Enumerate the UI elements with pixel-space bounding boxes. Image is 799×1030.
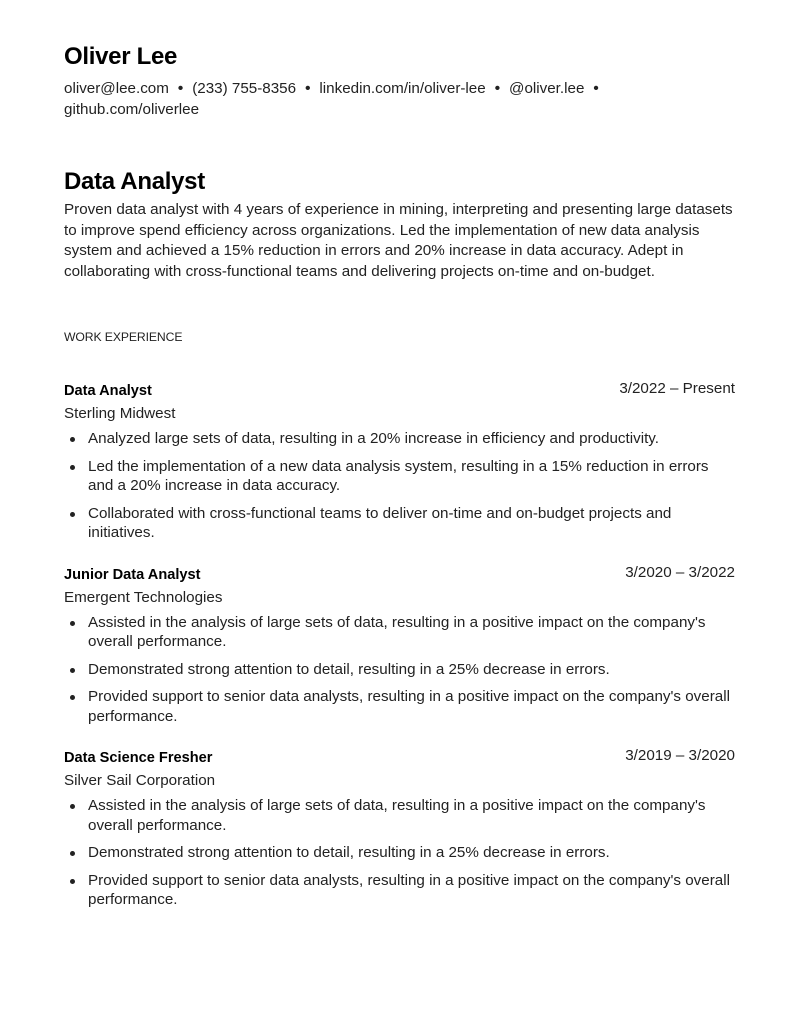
bullet-item	[64, 796, 735, 835]
bullet-item	[64, 457, 735, 496]
bullet-icon	[70, 465, 75, 470]
bullet-icon	[70, 668, 75, 673]
bullet-icon	[70, 851, 75, 856]
bullet-text: Demonstrated strong attention to detail, resulting in a 25% decrease in errors.	[88, 660, 610, 678]
bullet-text: Collaborated with cross-functional teams to deliver on-time and on-budget projects and initiatives.	[88, 504, 672, 542]
job-entry	[64, 565, 735, 727]
job-dates: 3/2019 – 3/2020	[625, 747, 735, 765]
bullet-item	[64, 429, 735, 449]
job-company: Sterling Midwest	[64, 405, 176, 423]
job-header	[64, 381, 735, 401]
bullet-item	[64, 504, 735, 543]
job-bullets	[64, 429, 735, 543]
bullet-item	[64, 660, 735, 680]
bullet-icon	[70, 695, 75, 700]
bullet-icon	[70, 512, 75, 517]
section-heading-work-experience: WORK EXPERIENCE	[64, 330, 183, 345]
job-dates: 3/2022 – Present	[619, 380, 735, 398]
job-role: Data Analyst	[64, 383, 152, 400]
bullet-icon	[70, 804, 75, 809]
job-header	[64, 748, 735, 768]
bullet-icon	[70, 879, 75, 884]
candidate-name: Oliver Lee	[64, 43, 178, 70]
separator-dot: •	[305, 80, 311, 97]
separator-dot: •	[593, 80, 599, 97]
job-header	[64, 565, 735, 585]
contact-line	[64, 78, 735, 120]
bullet-item	[64, 687, 735, 726]
job-bullets	[64, 613, 735, 727]
contact-email[interactable]: oliver@lee.com	[64, 80, 169, 97]
bullet-text: Provided support to senior data analysts, resulting in a positive impact on the company's overall performance.	[88, 871, 730, 909]
job-entry	[64, 748, 735, 910]
job-bullets	[64, 796, 735, 910]
bullet-text: Demonstrated strong attention to detail, resulting in a 25% decrease in errors.	[88, 844, 610, 862]
contact-github[interactable]: github.com/oliverlee	[64, 101, 200, 118]
bullet-item	[64, 613, 735, 652]
separator-dot: •	[177, 80, 184, 97]
bullet-text: Analyzed large sets of data, resulting in a 20% increase in efficiency and productivity.	[88, 430, 659, 448]
bullet-text: Assisted in the analysis of large sets of data, resulting in a positive impact on the company's overall performance.	[88, 613, 706, 651]
bullet-icon	[70, 621, 75, 626]
bullet-text: Provided support to senior data analysts, resulting in a positive impact on the company's overall performance.	[88, 688, 730, 725]
job-entry	[64, 381, 735, 543]
job-company: Silver Sail Corporation	[64, 772, 216, 790]
contact-handle[interactable]: @oliver.lee	[509, 80, 585, 97]
job-dates: 3/2020 – 3/2022	[625, 563, 735, 581]
job-role: Data Science Fresher	[64, 750, 213, 767]
bullet-text: Led the implementation of a new data analysis system, resulting in a 15% reduction in errors and a 20% increase in data accuracy.	[88, 457, 709, 495]
profile-summary: Proven data analyst with 4 years of experience in mining, interpreting and presenting large datasets to improve spend efficiency across organizations. Led the implementation of new data analysis system and achieved a 15% reduction in errors and 20% increase in data accuracy. Adept in collaborating with cross-functional teams and delivering projects on-time and on-budget.	[64, 201, 733, 280]
job-role: Junior Data Analyst	[64, 566, 201, 583]
separator-dot: •	[494, 80, 501, 97]
profile-title: Data Analyst	[64, 168, 205, 195]
contact-linkedin[interactable]: linkedin.com/in/oliver-lee	[319, 80, 486, 97]
bullet-icon	[70, 437, 75, 442]
bullet-text: Assisted in the analysis of large sets of data, resulting in a positive impact on the company's overall performance.	[88, 797, 706, 834]
bullet-item	[64, 871, 735, 910]
bullet-item	[64, 843, 735, 863]
contact-phone[interactable]: (233) 755-8356	[192, 80, 297, 97]
job-company: Emergent Technologies	[64, 588, 223, 606]
